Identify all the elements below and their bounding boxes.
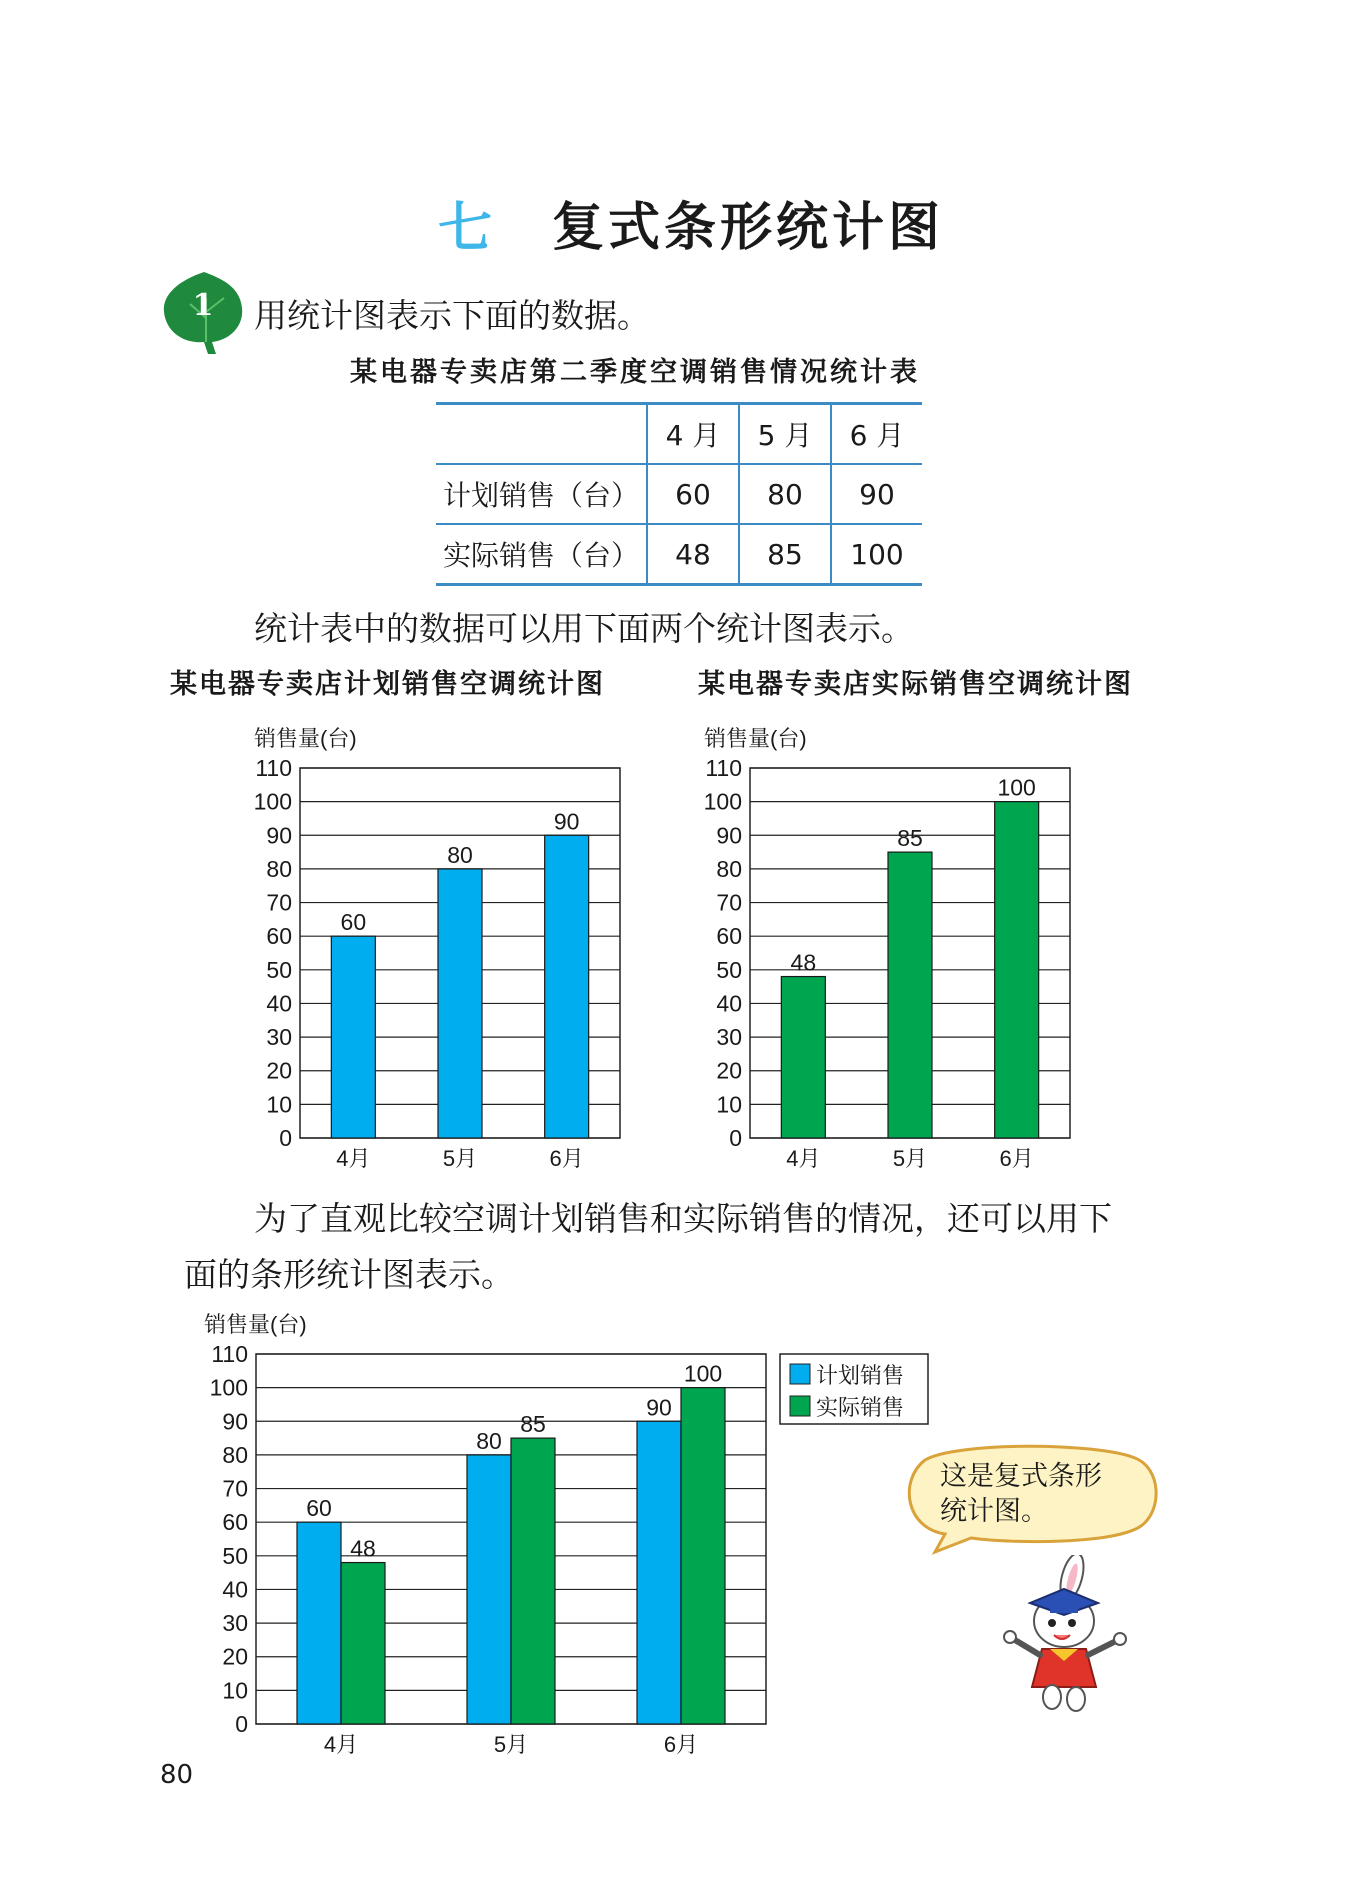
example-number: 1 bbox=[192, 288, 214, 323]
table-cell: 48 bbox=[647, 524, 739, 585]
chapter-title: 复式条形统计图 bbox=[552, 198, 945, 258]
y-tick-label: 20 bbox=[222, 1643, 248, 1670]
data-label: 80 bbox=[447, 841, 473, 868]
data-label: 90 bbox=[646, 1394, 672, 1421]
y-tick-label: 10 bbox=[716, 1091, 742, 1118]
example-instruction: 用统计图表示下面的数据。 bbox=[254, 296, 650, 335]
y-axis-label: 销售量(台) bbox=[254, 726, 357, 751]
plan-sales-chart bbox=[240, 712, 660, 1182]
y-tick-label: 0 bbox=[235, 1711, 248, 1737]
y-tick-label: 30 bbox=[222, 1610, 248, 1637]
data-label: 90 bbox=[553, 808, 580, 835]
y-tick-label: 10 bbox=[222, 1677, 248, 1704]
bar bbox=[888, 852, 932, 1138]
table-note: 统计表中的数据可以用下面两个统计图表示。 bbox=[254, 609, 914, 648]
y-tick-label: 80 bbox=[222, 1441, 248, 1468]
data-label: 60 bbox=[340, 909, 367, 936]
data-label: 100 bbox=[683, 1360, 723, 1387]
y-tick-label: 40 bbox=[266, 990, 292, 1017]
bar bbox=[297, 1522, 341, 1724]
rabbit-mascot-icon bbox=[1000, 1555, 1130, 1725]
bar bbox=[545, 835, 589, 1138]
row-label: 计划销售（台） bbox=[442, 479, 639, 512]
table-cell: 100 bbox=[831, 524, 922, 585]
bar bbox=[341, 1563, 385, 1724]
y-tick-label: 100 bbox=[209, 1374, 248, 1401]
chart-title-plan: 某电器专卖店计划销售空调统计图 bbox=[170, 669, 605, 700]
sales-table bbox=[436, 402, 922, 586]
y-tick-label: 80 bbox=[266, 855, 292, 882]
y-tick-label: 40 bbox=[716, 990, 742, 1017]
paragraph-line-2: 面的条形统计图表示。 bbox=[184, 1255, 514, 1294]
data-label: 100 bbox=[997, 774, 1036, 801]
bar bbox=[467, 1455, 511, 1724]
y-axis-label: 销售量(台) bbox=[204, 1312, 307, 1337]
y-tick-label: 70 bbox=[222, 1475, 248, 1502]
x-tick-label: 4月 bbox=[323, 1732, 359, 1757]
bubble-line-2: 统计图。 bbox=[940, 1496, 1048, 1526]
y-tick-label: 0 bbox=[279, 1125, 292, 1151]
y-tick-label: 0 bbox=[729, 1125, 742, 1151]
y-axis-label: 销售量(台) bbox=[704, 726, 807, 751]
legend-swatch bbox=[790, 1364, 810, 1384]
chapter-number: 七 bbox=[438, 196, 492, 259]
y-tick-label: 70 bbox=[716, 889, 742, 916]
y-tick-label: 90 bbox=[716, 822, 742, 849]
bubble-line-1: 这是复式条形 bbox=[940, 1461, 1102, 1491]
compound-bar-chart bbox=[180, 1298, 940, 1768]
table-header-cell: 6 月 bbox=[831, 404, 922, 465]
x-tick-label: 5月 bbox=[892, 1146, 928, 1171]
paragraph-line-1: 为了直观比较空调计划销售和实际销售的情况，还可以用下 bbox=[254, 1199, 1112, 1238]
legend-swatch bbox=[790, 1396, 810, 1416]
table-title: 某电器专卖店第二季度空调销售情况统计表 bbox=[350, 357, 920, 388]
bar bbox=[331, 936, 375, 1138]
table-cell: 60 bbox=[647, 464, 739, 524]
table-header-cell: 4 月 bbox=[647, 404, 739, 465]
y-tick-label: 100 bbox=[703, 788, 742, 815]
table-cell: 85 bbox=[739, 524, 831, 585]
table-cell: 90 bbox=[831, 464, 922, 524]
speech-bubble bbox=[895, 1440, 1165, 1560]
y-tick-label: 50 bbox=[266, 956, 292, 983]
x-tick-label: 4月 bbox=[786, 1146, 821, 1171]
y-tick-label: 20 bbox=[716, 1057, 742, 1084]
bar bbox=[781, 977, 825, 1138]
bar bbox=[511, 1438, 555, 1724]
table-header-row bbox=[436, 404, 922, 465]
bar bbox=[681, 1388, 725, 1724]
row-label: 实际销售（台） bbox=[442, 539, 639, 572]
y-tick-label: 50 bbox=[716, 956, 742, 983]
x-tick-label: 6月 bbox=[999, 1146, 1034, 1171]
y-tick-label: 20 bbox=[266, 1057, 292, 1084]
data-label: 85 bbox=[520, 1411, 546, 1438]
y-tick-label: 30 bbox=[716, 1024, 742, 1051]
y-tick-label: 60 bbox=[266, 923, 292, 950]
y-tick-label: 70 bbox=[266, 889, 292, 916]
y-tick-label: 110 bbox=[255, 755, 292, 781]
chart-title-actual: 某电器专卖店实际销售空调统计图 bbox=[698, 669, 1133, 700]
bar bbox=[438, 869, 482, 1138]
x-tick-label: 5月 bbox=[493, 1732, 529, 1757]
data-label: 48 bbox=[790, 949, 817, 976]
actual-sales-chart bbox=[690, 712, 1110, 1182]
y-tick-label: 40 bbox=[222, 1576, 248, 1603]
y-tick-label: 60 bbox=[222, 1509, 248, 1536]
bar bbox=[995, 802, 1039, 1138]
table-header-cell bbox=[436, 404, 647, 465]
y-tick-label: 90 bbox=[266, 822, 292, 849]
data-label: 48 bbox=[350, 1535, 376, 1562]
y-tick-label: 30 bbox=[266, 1024, 292, 1051]
legend-label: 实际销售 bbox=[816, 1395, 905, 1420]
table-row bbox=[436, 524, 922, 585]
table-cell: 80 bbox=[739, 464, 831, 524]
data-label: 60 bbox=[306, 1495, 332, 1522]
x-tick-label: 6月 bbox=[663, 1732, 699, 1757]
data-label: 80 bbox=[476, 1427, 502, 1454]
data-label: 85 bbox=[897, 825, 923, 852]
y-tick-label: 60 bbox=[716, 923, 742, 950]
x-tick-label: 4月 bbox=[336, 1146, 371, 1171]
y-tick-label: 110 bbox=[211, 1341, 248, 1367]
y-tick-label: 80 bbox=[716, 855, 742, 882]
table-row bbox=[436, 464, 922, 524]
table-header-cell: 5 月 bbox=[739, 404, 831, 465]
legend-label: 计划销售 bbox=[816, 1363, 905, 1388]
page-number: 80 bbox=[160, 1760, 194, 1790]
y-tick-label: 90 bbox=[222, 1408, 248, 1435]
x-tick-label: 5月 bbox=[442, 1146, 478, 1171]
bar bbox=[637, 1421, 681, 1724]
y-tick-label: 100 bbox=[253, 788, 292, 815]
y-tick-label: 110 bbox=[705, 755, 742, 781]
x-tick-label: 6月 bbox=[549, 1146, 584, 1171]
y-tick-label: 10 bbox=[266, 1091, 292, 1118]
y-tick-label: 50 bbox=[222, 1542, 248, 1569]
